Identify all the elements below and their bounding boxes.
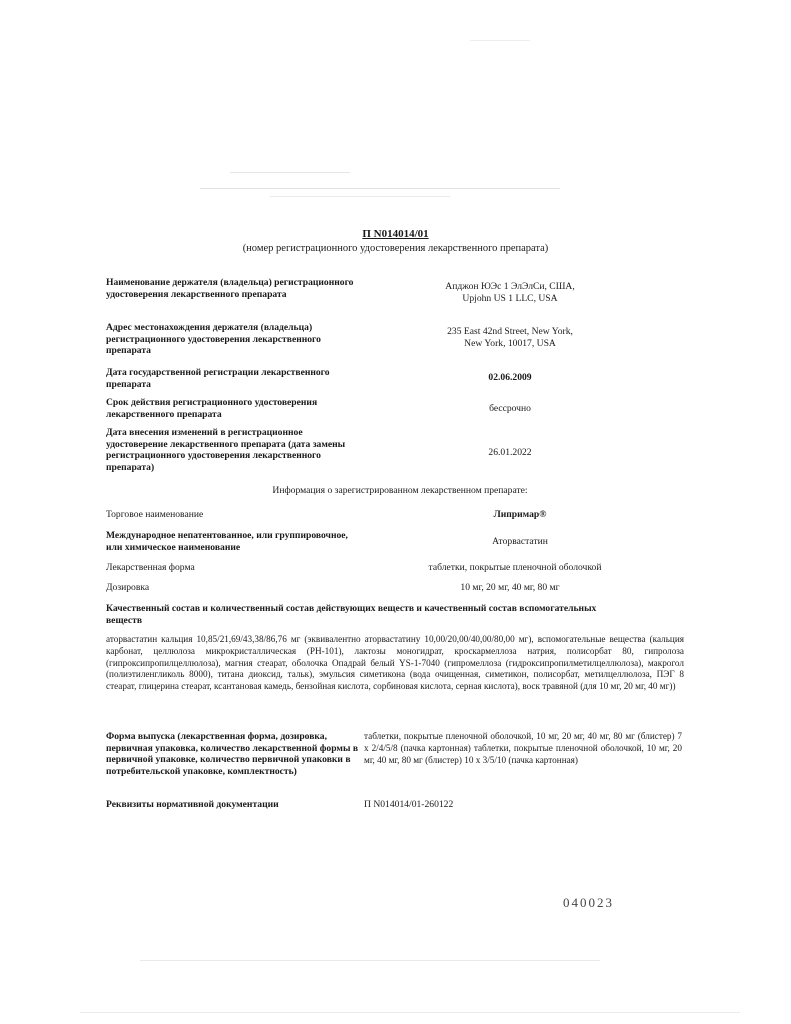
validity-label: Срок действия регистрационного удостоверения лекарственного препарата <box>106 397 318 420</box>
norm-doc-value: П N014014/01-260122 <box>364 799 454 810</box>
holder-address-label: Адрес местонахождения держателя (владельца) регистрационного удостоверения лекарственного препарата <box>106 322 321 357</box>
holder-address-value <box>390 326 630 349</box>
holder-address-line1: 235 East 42nd Street, New York, <box>447 326 573 337</box>
registration-date-label: Дата государственной регистрации лекарственного препарата <box>106 367 330 390</box>
inn-value: Аторвастатин <box>492 536 548 547</box>
norm-doc-label: Реквизиты нормативной документации <box>106 799 279 810</box>
composition-heading: Качественный состав и количественный состав действующих веществ и качественный состав вспомогательных веществ <box>106 603 597 626</box>
validity-value: бессрочно <box>489 403 531 414</box>
registration-date-value: 02.06.2009 <box>488 372 532 383</box>
registration-number: П N014014/01 <box>362 228 429 240</box>
release-form-value: таблетки, покрытые пленочной оболочкой, 10 мг, 20 мг, 40 мг, 80 мг (блистер) 7 х 2/4/5/8 (пачка картонная) таблетки, покрытые пленочной оболочкой, 10 мг, 20 мг, 40 мг, 80 мг (блистер) 10 х 3/5/10 (пачка картонная) <box>364 731 682 765</box>
holder-name-label: Наименование держателя (владельца) регистрационного удостоверения лекарственного препарата <box>106 277 354 300</box>
strength-value: 10 мг, 20 мг, 40 мг, 80 мг <box>460 582 560 593</box>
holder-address-line2: New York, 10017, USA <box>464 337 556 349</box>
holder-name-ru: Апджон ЮЭс 1 ЭлЭлСи, США, <box>445 281 575 292</box>
registration-number-caption: (номер регистрационного удостоверения лекарственного препарата) <box>242 243 549 254</box>
trade-name-value: Липримар® <box>493 509 547 520</box>
dosage-form-label: Лекарственная форма <box>106 562 195 573</box>
strength-label: Дозировка <box>106 582 150 593</box>
info-intro: Информация о зарегистрированном лекарственном препарате: <box>272 485 528 496</box>
inn-label: Международное непатентованное, или группировочное, или химическое наименование <box>106 530 348 553</box>
amendment-date-value: 26.01.2022 <box>488 447 532 458</box>
release-form-label: Форма выпуска (лекарственная форма, дозировка, первичная упаковка, количество лекарственной формы в первичной упаковке, количество первичной упаковки в потребительской упаковке, комплектность) <box>106 731 359 777</box>
page-stamp-number: 040023 <box>563 895 614 910</box>
composition-text: аторвастатин кальция 10,85/21,69/43,38/86,76 мг (эквивалентно аторвастатину 10,00/20,00/40,00/80,00 мг), вспомогательные вещества (кальция карбонат, целлюлоза микрокристаллическая (PH-101), лактозы моногидрат, кроскармеллоза натрия, полисорбат 80, гипролоза (гипроксипропилцеллюлоза), магния стеарат, оболочка Опадрай белый YS-1-7040 (гипромеллоза (гидроксипропилметилцеллюлоза), макрогол (полиэтиленгликоль 8000), титана диоксид, тальк), эмульсия симетикона (вода очищенная, симетикон, полисорбат, метилцеллюлоза, ПЭГ 8 стеарат, глицерина стеарат, ксантановая камедь, бензойная кислота, сорбиновая кислота, серная кислота), воск травяной (для 10 мг, 20 мг, 40 мг)) <box>106 634 684 692</box>
dosage-form-value: таблетки, покрытые пленочной оболочкой <box>428 562 602 573</box>
holder-name-value <box>390 281 630 304</box>
holder-name-en: Upjohn US 1 LLC, USA <box>462 292 558 304</box>
amendment-date-label: Дата внесения изменений в регистрационное удостоверение лекарственного препарата (дата замены регистрационного удостоверения лекарственного препарата) <box>106 427 346 473</box>
trade-name-label: Торговое наименование <box>106 509 204 520</box>
